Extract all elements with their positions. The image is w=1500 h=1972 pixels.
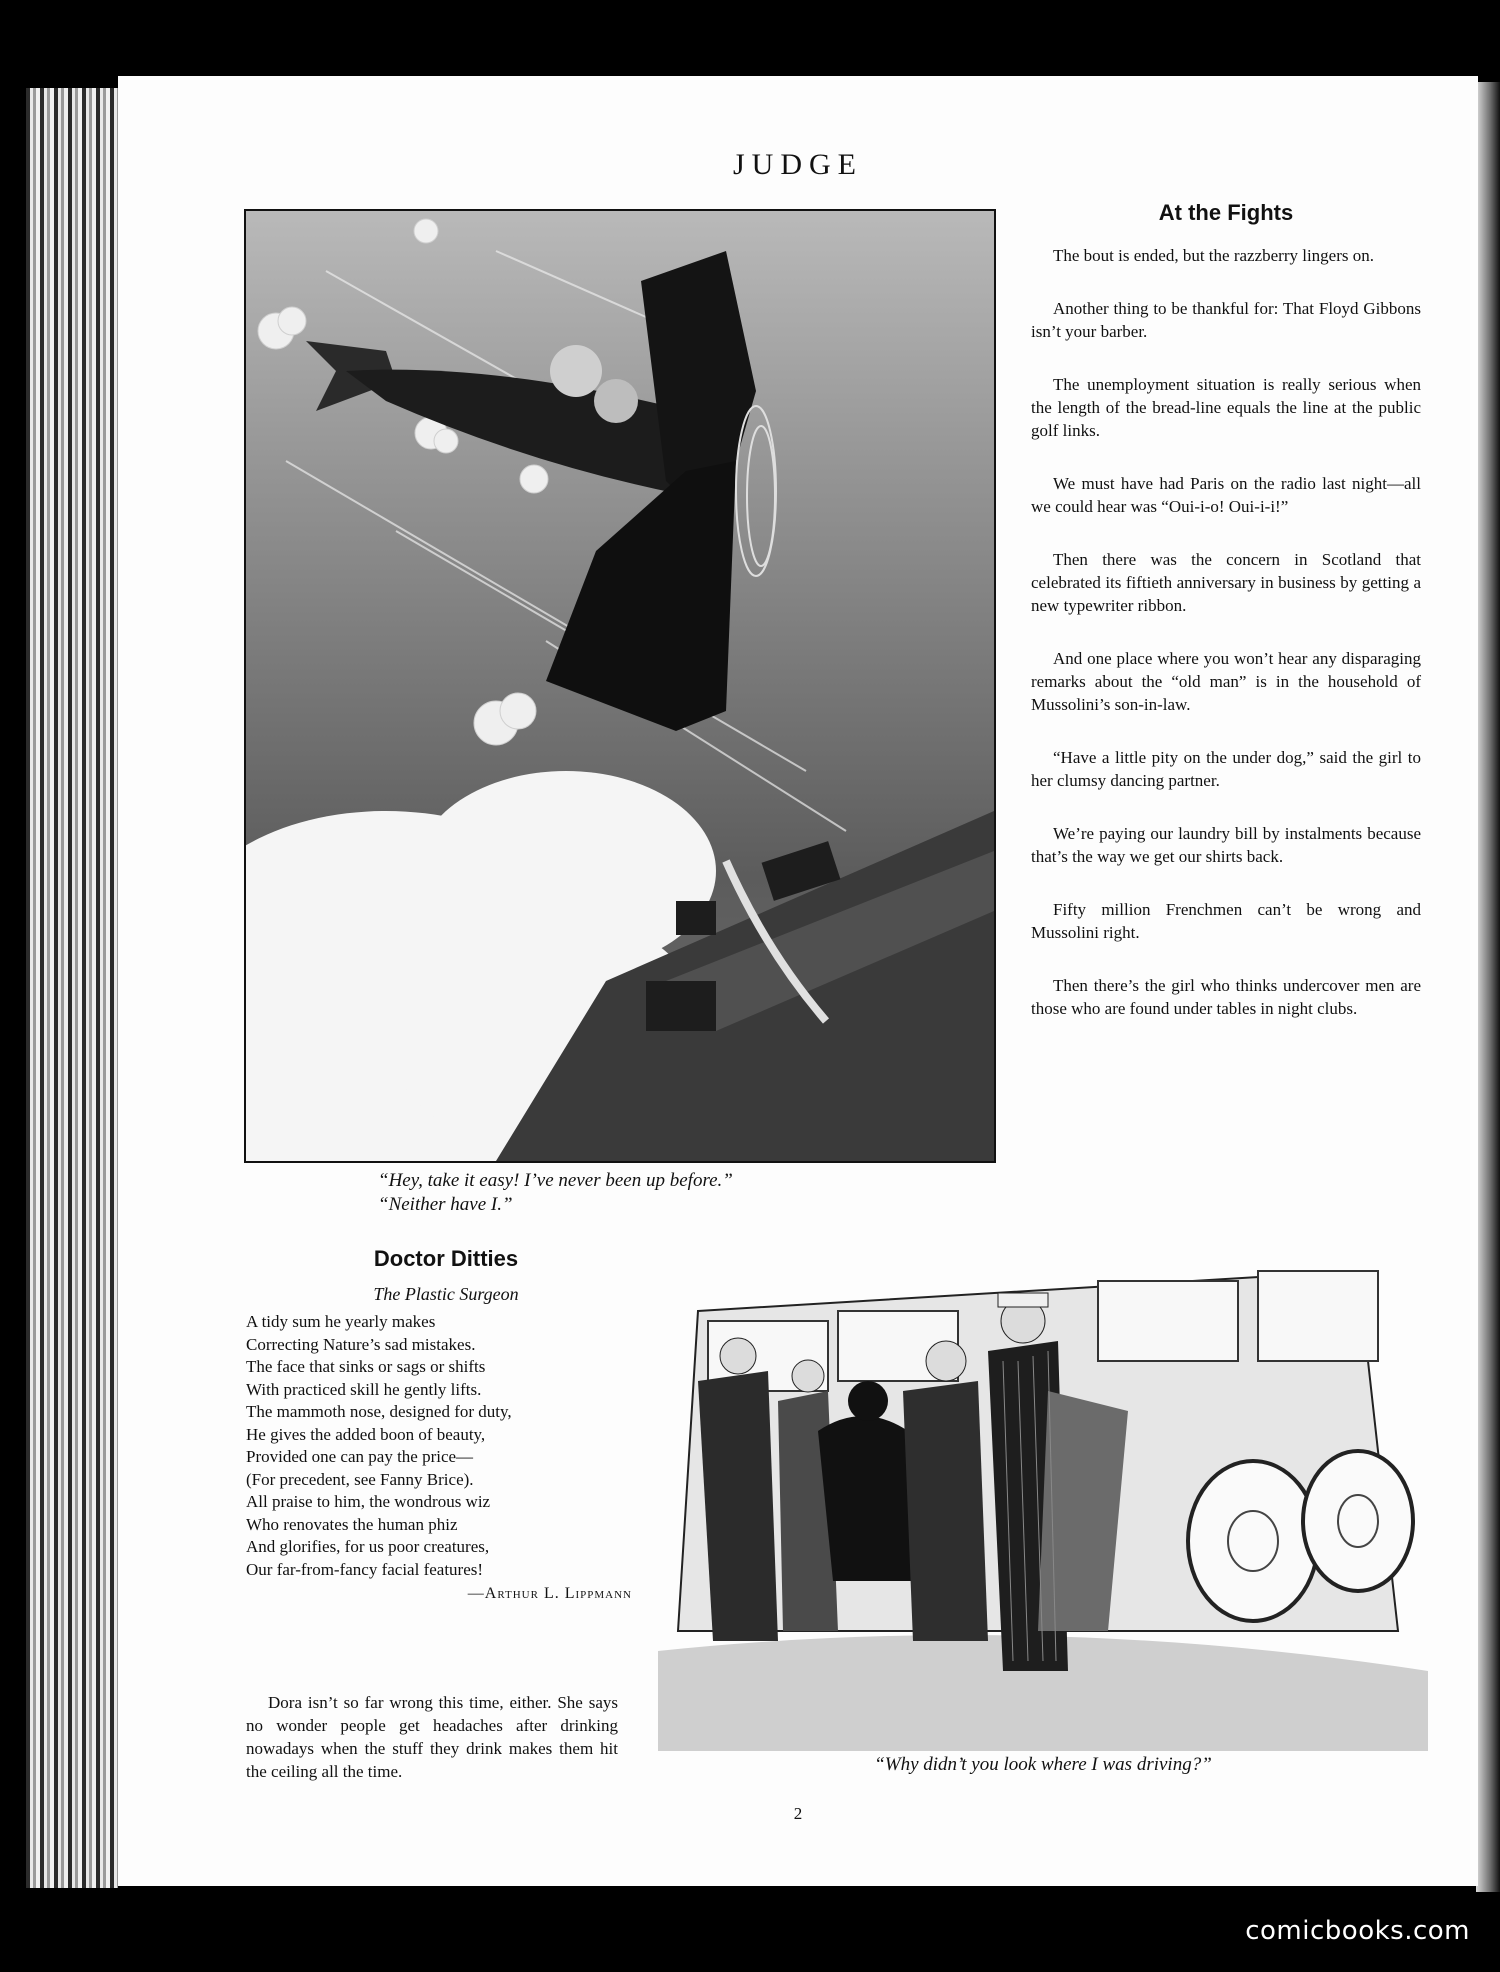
dora-paragraph: Dora isn’t so far wrong this time, either. She says no wonder people get headaches after drinking nowadays when the stuff they drink makes them hit the ceiling all the time.: [246, 1693, 618, 1781]
bottom-cartoon-caption: “Why didn’t you look where I was driving?”: [874, 1754, 1212, 1775]
at-the-fights-heading: At the Fights: [1158, 200, 1294, 225]
joke-item: We’re paying our laundry bill by instalments because that’s the way we get our shirts back.: [1031, 824, 1421, 866]
joke-item: Another thing to be thankful for: That Floyd Gibbons isn’t your barber.: [1031, 299, 1421, 341]
top-cartoon-caption: [378, 1169, 938, 1217]
book-spine-pages: [26, 88, 118, 1888]
doctor-ditties-column: [246, 1246, 646, 1603]
airplane-cartoon: [244, 209, 996, 1163]
caption-line: “Hey, take it easy! I’ve never been up before.”: [378, 1170, 733, 1191]
at-the-fights-column: [1031, 200, 1421, 1050]
street-scene-cartoon: [658, 1251, 1428, 1771]
masthead: JUDGE: [733, 148, 863, 181]
joke-item: Then there’s the girl who thinks undercover men are those who are found under tables in night clubs.: [1031, 976, 1421, 1018]
airplane-illustration: [246, 211, 994, 1161]
poem-line: He gives the added boon of beauty,: [246, 1424, 486, 1444]
poem-line: All praise to him, the wondrous wiz: [246, 1492, 491, 1511]
joke-item: The unemployment situation is really serious when the length of the bread-line equals the line at the public golf links.: [1031, 375, 1421, 440]
poem-line: The mammoth nose, designed for duty,: [246, 1402, 512, 1421]
poem-line: The face that sinks or sags or shifts: [246, 1357, 486, 1376]
street-scene-illustration: [658, 1251, 1428, 1751]
joke-item: And one place where you won’t hear any disparaging remarks about the “old man” is in the household of Mussolini’s son-in-law.: [1031, 649, 1421, 714]
poem-author: —Arthur L. Lippmann: [467, 1585, 632, 1602]
poem-line: Our far-from-fancy facial features!: [246, 1559, 484, 1579]
poem-line: And glorifies, for us poor creatures,: [246, 1537, 490, 1556]
poem-line: Correcting Nature’s sad mistakes.: [246, 1334, 476, 1354]
magazine-page: [118, 76, 1478, 1886]
page-edge: [1476, 82, 1500, 1892]
joke-item: Fifty million Frenchmen can’t be wrong and Mussolini right.: [1031, 900, 1421, 942]
joke-item: Then there was the concern in Scotland that celebrated its fiftieth anniversary in business by getting a new typewriter ribbon.: [1031, 550, 1421, 615]
poem-line: Who renovates the human phiz: [246, 1514, 458, 1534]
joke-item: “Have a little pity on the under dog,” said the girl to her clumsy dancing partner.: [1031, 748, 1421, 790]
joke-item: The bout is ended, but the razzberry lingers on.: [1053, 246, 1375, 265]
joke-item: We must have had Paris on the radio last night—all we could hear was “Oui-i-o! Oui-i-i!”: [1031, 474, 1421, 516]
poem-subtitle: The Plastic Surgeon: [373, 1284, 519, 1304]
watermark-text: comicbooks.com: [1245, 1916, 1470, 1946]
poem-line: With practiced skill he gently lifts.: [246, 1379, 482, 1399]
page-number: 2: [793, 1804, 803, 1823]
doctor-ditties-heading: Doctor Ditties: [373, 1246, 519, 1271]
poem-line: Provided one can pay the price—: [246, 1447, 474, 1466]
poem-line: (For precedent, see Fanny Brice).: [246, 1469, 474, 1489]
poem-line: A tidy sum he yearly makes: [246, 1312, 436, 1331]
caption-line: “Neither have I.”: [378, 1194, 513, 1215]
